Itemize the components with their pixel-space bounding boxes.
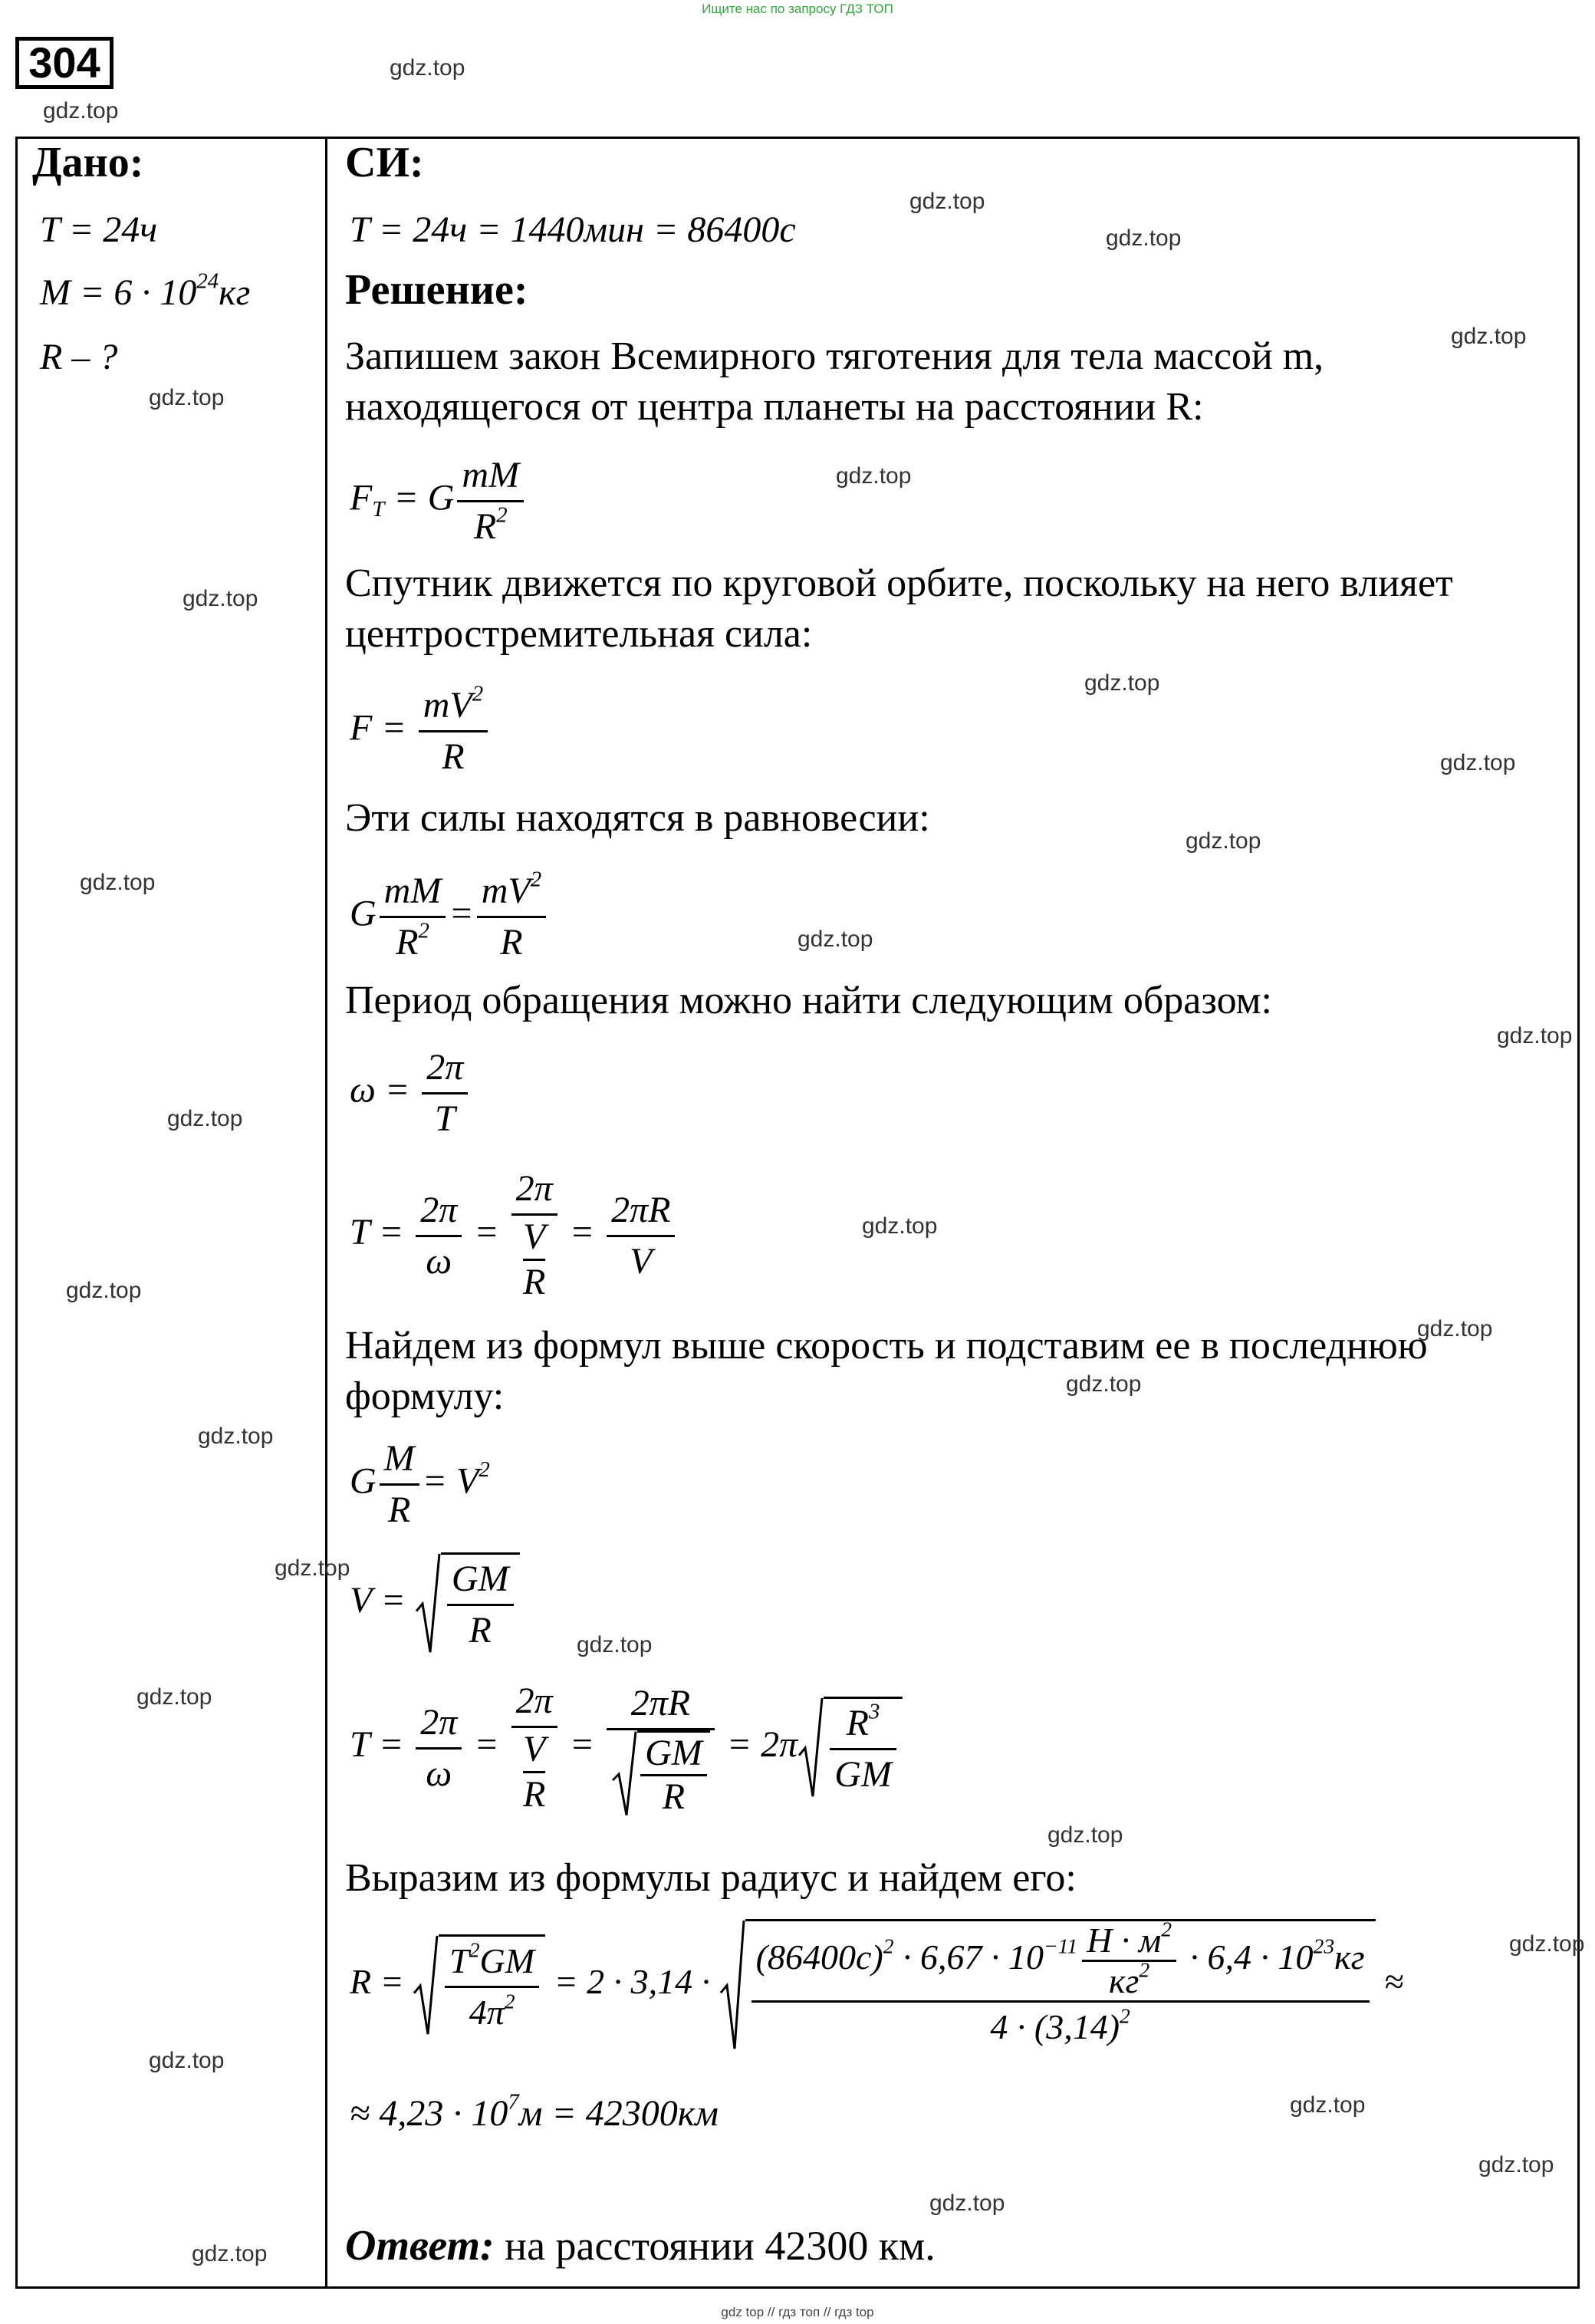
watermark: gdz.top <box>149 2048 225 2073</box>
watermark: gdz.top <box>183 586 258 611</box>
watermark: gdz.top <box>1106 225 1182 251</box>
watermark: gdz.top <box>149 385 225 410</box>
formula-centripetal: F = $\frac{mV^2}{R}$ <box>350 681 491 782</box>
result-tail: м = 42300км <box>518 2093 719 2134</box>
solution-paragraph-5: Найдем из формул выше скорость и подставим ее в последнюю формулу: <box>345 1324 1428 1418</box>
watermark: gdz.top <box>80 870 156 895</box>
answer-label: Ответ: <box>345 2222 495 2270</box>
watermark: gdz.top <box>1440 750 1516 775</box>
formula-result <box>350 2089 719 2135</box>
watermark: gdz.top <box>1509 1931 1585 1957</box>
solution-paragraph-1: Запишем закон Всемирного тяготения для тела массой m, находящегося от центра планеты на расстоянии R: <box>345 334 1324 429</box>
solution-heading: Решение: <box>345 266 528 314</box>
watermark: gdz.top <box>1047 1822 1123 1848</box>
given-unknown: R – ? <box>40 337 118 377</box>
watermark: gdz.top <box>1066 1371 1142 1397</box>
watermark: gdz.top <box>909 189 985 214</box>
watermark: gdz.top <box>1290 2092 1366 2118</box>
watermark: gdz.top <box>1417 1316 1493 1341</box>
result-exponent: 7 <box>508 2089 519 2115</box>
given-mass-exponent: 24 <box>196 268 219 294</box>
column-divider <box>325 137 327 2289</box>
watermark: gdz.top <box>577 1632 653 1657</box>
formula-radius: R = $\frac{T^2GM}{4\pi^2}$ = 2 · 3,14 · $(86400с)^2 \cdot 6,67 \cdot 10^{-11}$ $Н \cdot м^2$ $кг^2$ · $6,4 \cdot 10^{23}кг$ $4 \cdot (3,14)^2$ ≈ <box>350 1919 1403 2052</box>
formula-gravitation: $F_T = G$ $\frac{mM}{R^2}$ <box>350 451 527 551</box>
formula-velocity-squared: G $\frac{M}{R}$ = $V^2$ <box>350 1434 490 1535</box>
solution-paragraph-6: Выразим из формулы радиус и найдем его: <box>345 1856 1077 1900</box>
solution-paragraph-4: Период обращения можно найти следующим образом: <box>345 979 1272 1022</box>
bottom-banner: gdz top // гдз топ // гдз top <box>721 2305 874 2319</box>
watermark: gdz.top <box>1186 828 1261 854</box>
watermark: gdz.top <box>390 55 465 81</box>
formula-period: T = $\frac{2\pi}{\omega}$ = $\frac{2\pi}{\frac{V}{R}}$ = $\frac{2\pi R}{V}$ <box>350 1164 678 1307</box>
watermark: gdz.top <box>66 1278 142 1303</box>
watermark: gdz.top <box>136 1684 212 1710</box>
si-conversion: T = 24ч = 1440мин = 86400с <box>350 209 796 250</box>
solution-paragraph-3: Эти силы находятся в равновесии: <box>345 796 930 840</box>
given-mass <box>40 268 251 314</box>
watermark: gdz.top <box>862 1213 938 1239</box>
watermark: gdz.top <box>198 1424 274 1449</box>
given-mass-unit: кг <box>219 272 251 313</box>
given-mass-base: M = 6 · 10 <box>40 272 197 313</box>
watermark: gdz.top <box>1084 670 1160 696</box>
si-heading: СИ: <box>345 139 424 186</box>
answer-text: на расстоянии 42300 км. <box>505 2223 936 2269</box>
watermark: gdz.top <box>1497 1023 1573 1048</box>
watermark: gdz.top <box>1478 2152 1554 2178</box>
watermark: gdz.top <box>192 2241 268 2266</box>
watermark: gdz.top <box>167 1106 243 1131</box>
solution-paragraph-2: Спутник движется по круговой орбите, поскольку на него влияет центростремительная сила: <box>345 561 1453 656</box>
given-heading: Дано: <box>32 139 144 186</box>
formula-period-full: T = $\frac{2\pi}{\omega}$ = $\frac{2\pi}{\frac{V}{R}}$ = 2πR $\frac{GM}{R}$ = 2π $\frac{R^3}{GM}$ <box>350 1677 903 1819</box>
result-base: ≈ 4,23 · 10 <box>350 2093 508 2134</box>
formula-velocity: V = $\frac{GM}{R}$ <box>350 1552 520 1655</box>
problem-number: 304 <box>15 37 113 89</box>
formula-equilibrium: G $\frac{mM}{R^2}$ = $\frac{mV^2}{R}$ <box>350 867 549 967</box>
watermark: gdz.top <box>275 1555 350 1581</box>
watermark: gdz.top <box>43 98 119 123</box>
formula-angular-velocity: ω = $\frac{2\pi}{T}$ <box>350 1043 471 1144</box>
watermark: gdz.top <box>1451 324 1527 349</box>
top-banner: Ищите нас по запросу ГДЗ ТОП <box>702 2 893 16</box>
watermark: gdz.top <box>798 927 873 952</box>
watermark: gdz.top <box>836 463 912 489</box>
watermark: gdz.top <box>929 2191 1005 2216</box>
answer <box>345 2221 936 2270</box>
given-period: T = 24ч <box>40 209 158 250</box>
